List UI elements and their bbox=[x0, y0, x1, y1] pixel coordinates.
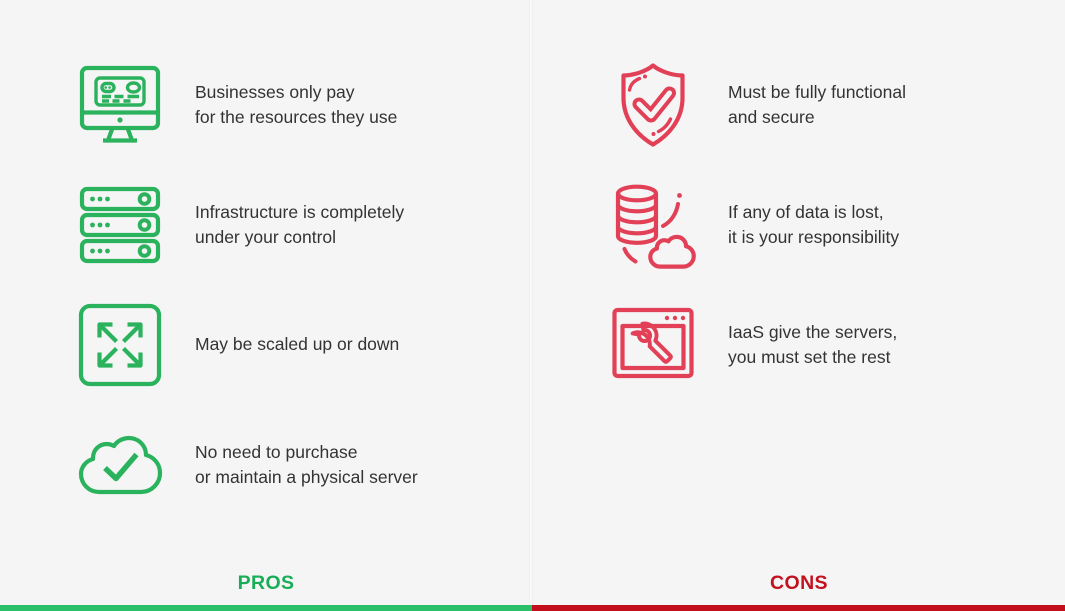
pros-item bbox=[0, 165, 532, 285]
text-line: and secure bbox=[728, 107, 815, 127]
text-line: Infrastructure is completely bbox=[195, 201, 405, 222]
pros-column bbox=[0, 0, 532, 611]
scale-arrows-icon bbox=[75, 300, 165, 390]
text-line: Businesses only pay bbox=[195, 81, 355, 102]
cons-bottom-bar bbox=[532, 605, 1065, 611]
text-line: IaaS give the servers, bbox=[728, 321, 898, 342]
text-line: Must be fully functional bbox=[728, 81, 907, 102]
pros-item-text bbox=[195, 80, 397, 131]
cloud-check-icon bbox=[75, 420, 165, 510]
pros-bottom-bar bbox=[0, 605, 533, 611]
pros-item-text bbox=[195, 440, 418, 491]
monitor-billing-icon bbox=[75, 60, 165, 150]
cons-rows bbox=[533, 0, 1065, 405]
pros-item bbox=[0, 45, 532, 165]
cons-column bbox=[533, 0, 1065, 611]
pros-label: PROS bbox=[237, 572, 295, 594]
pros-item bbox=[0, 285, 532, 405]
cons-item bbox=[533, 45, 1065, 165]
pros-item-text bbox=[195, 332, 399, 358]
pros-item bbox=[0, 405, 532, 525]
cons-item-text bbox=[728, 320, 897, 371]
text-line: May be scaled up or down bbox=[195, 334, 400, 355]
text-line: If any of data is lost, bbox=[728, 201, 884, 222]
server-rack-icon bbox=[75, 180, 165, 270]
text-line: for the resources they use bbox=[195, 107, 398, 127]
text-line: you must set the rest bbox=[728, 347, 891, 367]
text-line: or maintain a physical server bbox=[195, 467, 418, 487]
cons-item-text bbox=[728, 80, 906, 131]
cons-label: CONS bbox=[770, 572, 828, 594]
text-line: it is your responsibility bbox=[728, 227, 900, 247]
browser-wrench-icon bbox=[608, 300, 698, 390]
pros-rows bbox=[0, 0, 532, 525]
pros-item-text bbox=[195, 200, 404, 251]
center-divider bbox=[529, 0, 533, 605]
cons-item-text bbox=[728, 200, 899, 251]
shield-check-icon bbox=[608, 60, 698, 150]
text-line: under your control bbox=[195, 227, 337, 247]
cons-item bbox=[533, 285, 1065, 405]
cons-item bbox=[533, 165, 1065, 285]
database-cloud-icon bbox=[608, 180, 698, 270]
text-line: No need to purchase bbox=[195, 441, 358, 462]
